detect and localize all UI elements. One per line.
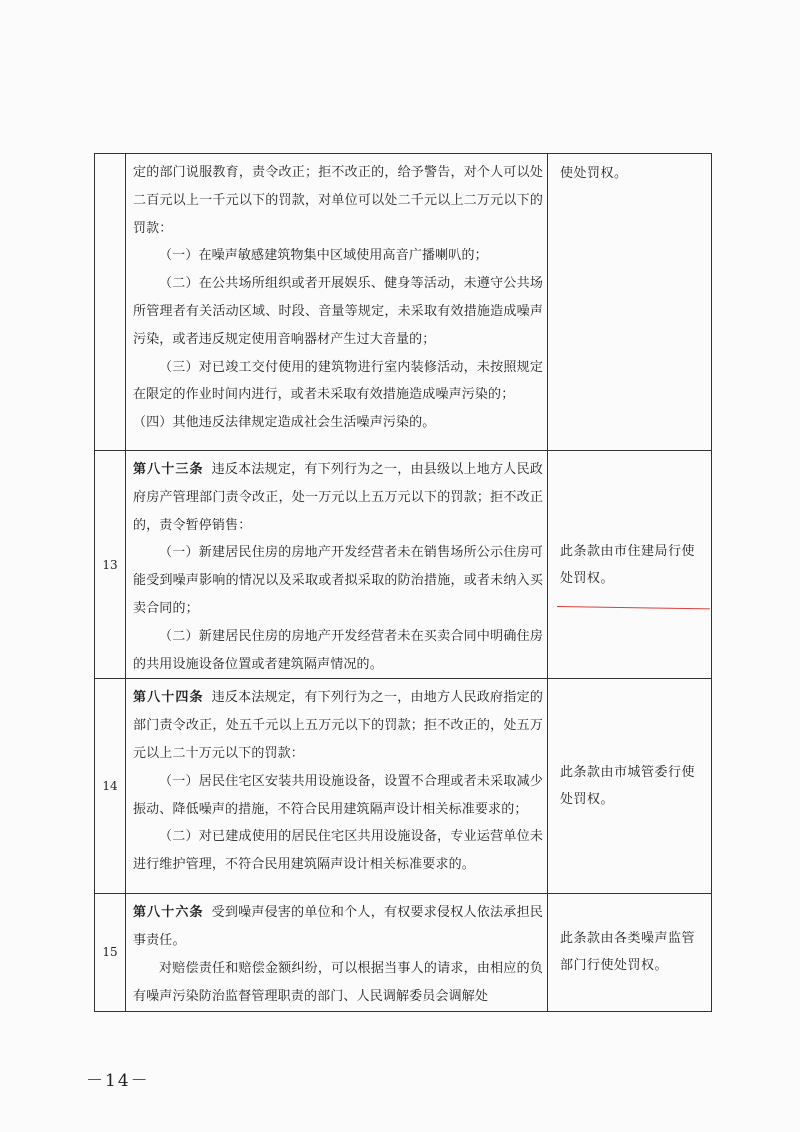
paragraph (133, 899, 543, 955)
row-content (126, 894, 548, 1011)
row-content (126, 154, 548, 451)
paragraph: 定的部门说服教育，责令改正；拒不改正的，给予警告，对个人可以处二百元以上一千元以下的罚款，对单位可以处二千元以上二万元以下的罚款： (133, 165, 543, 236)
regulation-table (94, 153, 712, 1012)
row-number: 15 (95, 894, 126, 1011)
paragraph: （二）对已建成使用的居民住宅区共用设施设备，专业运营单位未进行维护管理，不符合民用建筑隔声设计相关标准要求的。 (133, 829, 543, 873)
paragraph-text: 受到噪声侵害的单位和个人，有权要求侵权人依法承担民事责任。 (133, 905, 543, 949)
paragraph: 对赔偿责任和赔偿金额纠纷，可以根据当事人的请求，由相应的负有噪声污染防治监督管理职责的部门、人民调解委员会调解处 (133, 960, 543, 1004)
paragraph: （一）新建居民住房的房地产开发经营者未在销售场所公示住房可能受到噪声影响的情况以及采取或者拟采取的防治措施，或者未纳入买卖合同的； (133, 545, 543, 616)
row-number: 14 (95, 679, 126, 894)
table-row (95, 154, 712, 451)
paragraph: （二）新建居民住房的房地产开发经营者未在买卖合同中明确住房的共用设施设备位置或者建筑隔声情况的。 (133, 628, 543, 672)
paragraph: （一）在噪声敏感建筑物集中区域使用高音广播喇叭的； (159, 248, 488, 264)
row-number (95, 154, 126, 451)
paragraph (133, 456, 543, 539)
paragraph: （二）在公共场所组织或者开展娱乐、健身等活动，未遵守公共场所管理者有关活动区域、时段、音量等规定，未采取有效措施造成噪声污染，或者违反规定使用音响器材产生过大音量的； (133, 276, 543, 347)
row-note: 使处罚权。 (548, 154, 712, 451)
article-label: 第八十四条 (133, 690, 204, 706)
table-row (95, 451, 712, 679)
paragraph-text: 违反本法规定，有下列行为之一，由地方人民政府指定的部门责令改正，处五千元以上五万元以下的罚款；拒不改正的，处五万元以上二十万元以下的罚款： (133, 690, 543, 761)
paragraph: （一）居民住宅区安装共用设施设备，设置不合理或者未采取减少振动、降低噪声的措施，不符合民用建筑隔声设计相关标准要求的； (133, 773, 543, 817)
row-number: 13 (95, 451, 126, 679)
article-label: 第八十三条 (133, 462, 204, 477)
paragraph (133, 684, 543, 767)
row-note: 此条款由各类噪声监管部门行使处罚权。 (548, 894, 712, 1011)
row-content (126, 451, 548, 679)
paragraph: （三）对已竣工交付使用的建筑物进行室内装修活动，未按照规定在限定的作业时间内进行，或者未采取有效措施造成噪声污染的； (133, 359, 543, 403)
table-row (95, 679, 712, 894)
table-row (95, 894, 712, 1011)
paragraph-text: 违反本法规定，有下列行为之一，由县级以上地方人民政府房产管理部门责令改正，处一万元以上五万元以下的罚款；拒不改正的，责令暂停销售： (133, 462, 543, 533)
row-content (126, 679, 548, 894)
row-note: 此条款由市城管委行使处罚权。 (548, 679, 712, 894)
row-note: 此条款由市住建局行使处罚权。 (548, 451, 712, 679)
article-label: 第八十六条 (133, 905, 204, 921)
page-number: －14－ (86, 1071, 150, 1091)
paragraph: （四）其他违反法律规定造成社会生活噪声污染的。 (133, 415, 436, 431)
